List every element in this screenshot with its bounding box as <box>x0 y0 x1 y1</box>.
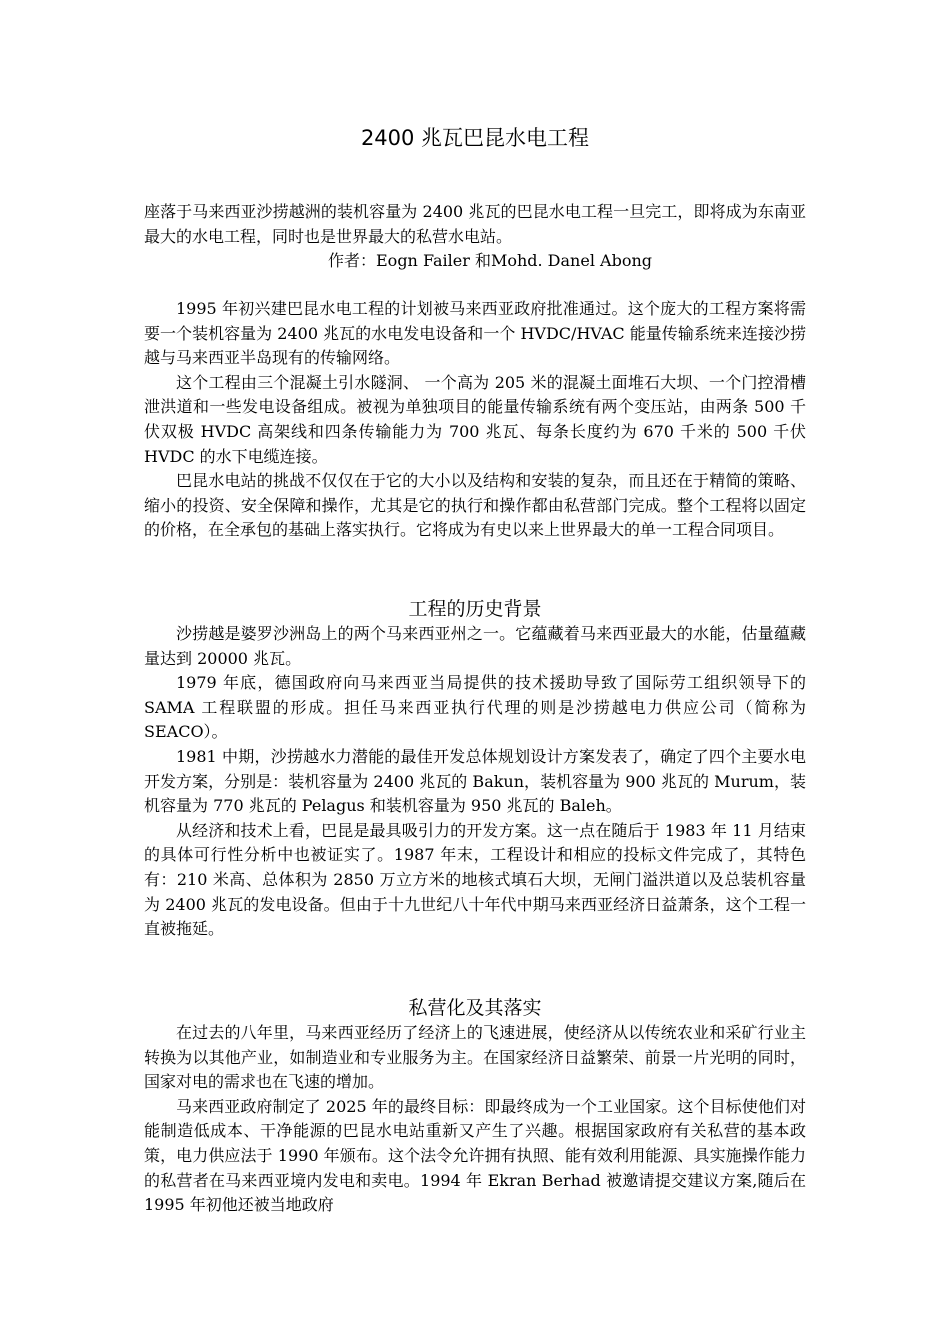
history-section <box>144 622 806 942</box>
history-paragraph: 从经济和技术上看，巴昆是最具吸引力的开发方案。这一点在随后于 1983 年 11 月结束的具体可行性分析中也被证实了。1987 年末，工程设计和相应的投标文件完成了，其特色有：210 米高、总体积为 2850 万立方米的地核式填石大坝，无闸门溢洪道以及总装机容量为 2400 兆瓦的发电设备。但由于十九世纪八十年代中期马来西亚经济日益萧条，这个工程一直被拖延。 <box>144 820 806 939</box>
privatization-paragraph: 马来西亚政府制定了 2025 年的最终目标：即最终成为一个工业国家。这个目标使他们对能制造低成本、干净能源的巴昆水电站重新又产生了兴趣。根据国家政府有关私营的基本政策，电力供应法于 1990 年颁布。这个法令允许拥有执照、能有效利用能源、具实施操作能力的私营者在马来西亚境内发电和卖电。1994 年 Ekran Berhad 被邀请提交建议方案,随后在 1995 年初他还被当地政府 <box>144 1096 806 1215</box>
privatization-paragraph: 在过去的八年里，马来西亚经历了经济上的飞速进展，使经济从以传统农业和采矿行业主转换为以其他产业，如制造业和专业服务为主。在国家经济日益繁荣、前景一片光明的同时，国家对电的需求也在飞速的增加。 <box>144 1023 806 1092</box>
intro-paragraph: 1995 年初兴建巴昆水电工程的计划被马来西亚政府批准通过。这个庞大的工程方案将需要一个装机容量为 2400 兆瓦的水电发电设备和一个 HVDC/HVAC 能量传输系统来连接沙捞越与马来西亚半岛现有的传输网络。 <box>144 299 806 368</box>
summary-paragraph: 座落于马来西亚沙捞越洲的装机容量为 2400 兆瓦的巴昆水电工程一旦完工，即将成为东南亚最大的水电工程，同时也是世界最大的私营水电站。 <box>144 202 806 246</box>
history-paragraph: 沙捞越是婆罗沙洲岛上的两个马来西亚州之一。它蕴藏着马来西亚最大的水能，估量蕴藏量达到 20000 兆瓦。 <box>144 624 806 668</box>
intro-paragraph: 这个工程由三个混凝土引水隧洞、 一个高为 205 米的混凝土面堆石大坝、一个门控滑槽泄洪道和一些发电设备组成。被视为单独项目的能量传输系统有两个变压站，由两条 500 千伏双极 HVDC 高架线和四条传输能力为 700 兆瓦、每条长度约为 670 千米的 500 千伏 HVDC 的水下电缆连接。 <box>144 372 806 466</box>
intro-paragraph: 巴昆水电站的挑战不仅仅在于它的大小以及结构和安装的复杂，而且还在于精简的策略、缩小的投资、安全保障和操作，尤其是它的执行和操作都由私营部门完成。整个工程将以固定的价格，在全承包的基础上落实执行。它将成为有史以来上世界最大的单一工程合同项目。 <box>144 471 806 540</box>
privatization-section <box>144 1021 806 1218</box>
summary-block <box>144 200 806 274</box>
document-title: 2400 兆瓦巴昆水电工程 <box>360 126 590 150</box>
history-paragraph: 1981 中期，沙捞越水力潜能的最佳开发总体规划设计方案发表了，确定了四个主要水电开发方案，分别是：装机容量为 2400 兆瓦的 Bakun，装机容量为 900 兆瓦的 Murum，装机容量为 770 兆瓦的 Pelagus 和装机容量为 950 兆瓦的 Baleh。 <box>144 746 806 816</box>
history-paragraph: 1979 年底，德国政府向马来西亚当局提供的技术援助导致了国际劳工组织领导下的 SAMA 工程联盟的形成。担任马来西亚执行代理的则是沙捞越电力供应公司（简称为 SEACO）。 <box>144 673 806 742</box>
section-heading-privatization: 私营化及其落实 <box>408 997 542 1019</box>
section-heading-history: 工程的历史背景 <box>408 598 542 620</box>
intro-section <box>144 297 806 543</box>
author-line: 作者：Eogn Failer 和Mohd. Danel Abong <box>328 251 652 271</box>
